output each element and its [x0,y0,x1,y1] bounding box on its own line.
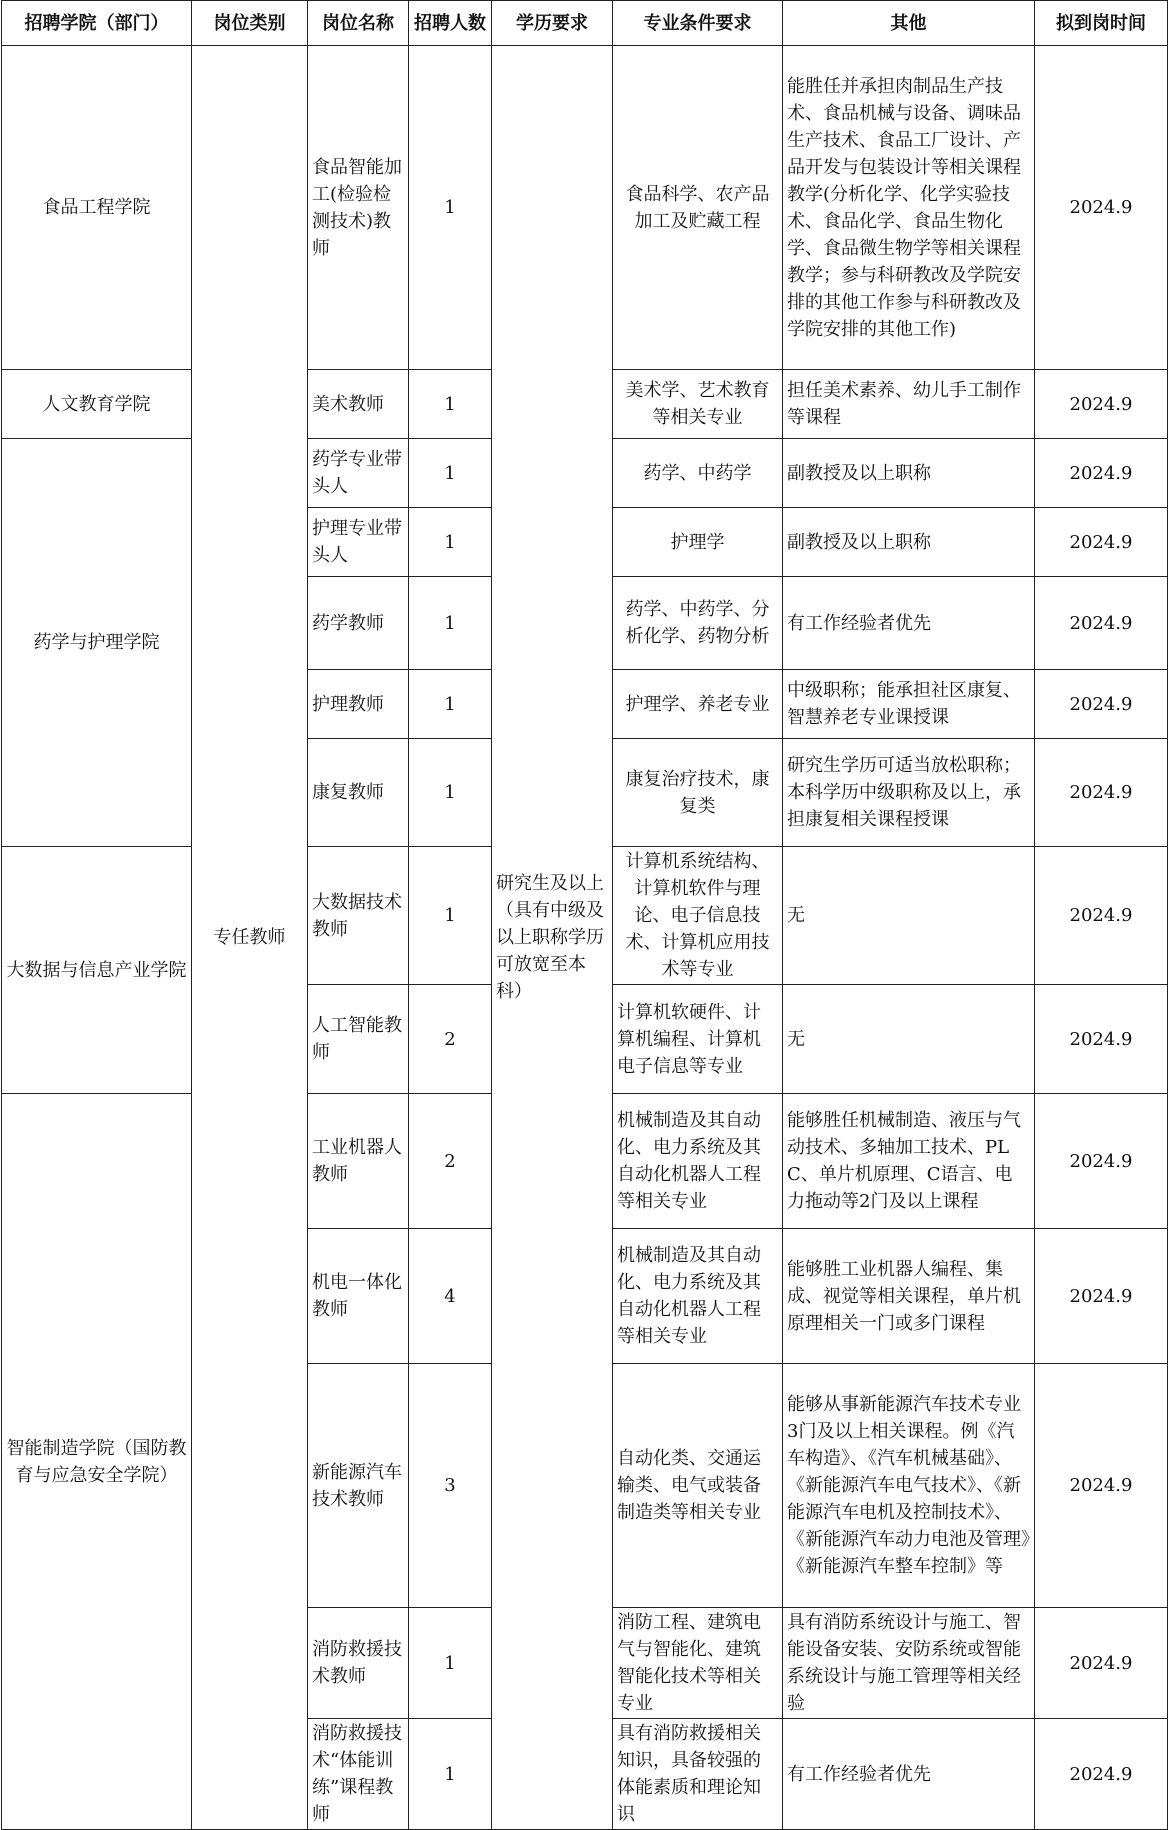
other-cell: 能胜任并承担肉制品生产技术、食品机械与设备、调味品生产技术、食品工厂设计、产品开发与包装设计等相关课程教学(分析化学、化学实验技术、食品化学、食品生物化学、食品微生物学等相关课程教学；参与科研教改及学院安排的其他工作参与科研教改及学院安排的其他工作) [783,46,1035,370]
count-cell: 1 [409,739,492,847]
major-cell: 药学、中药学、分析化学、药物分析 [613,577,783,670]
header-major: 专业条件要求 [613,1,783,46]
date-cell: 2024.9 [1035,985,1168,1094]
header-other: 其他 [783,1,1035,46]
count-cell: 3 [409,1364,492,1608]
post-name-cell: 护理教师 [308,670,409,739]
major-cell: 康复治疗技术，康复类 [613,739,783,847]
count-cell: 1 [409,370,492,439]
other-cell: 具有消防系统设计与施工、智能设备安装、安防系统或智能系统设计与施工管理等相关经验 [783,1608,1035,1719]
post-name-cell: 食品智能加工(检验检测技术)教师 [308,46,409,370]
date-cell: 2024.9 [1035,508,1168,577]
other-cell: 有工作经验者优先 [783,577,1035,670]
major-cell: 消防工程、建筑电气与智能化、建筑智能化技术等相关专业 [613,1608,783,1719]
other-cell: 能够胜工业机器人编程、集成、视觉等相关课程，单片机原理相关一门或多门课程 [783,1229,1035,1364]
post-name-cell: 药学专业带头人 [308,439,409,508]
post-name-cell: 消防救援技术“体能训练”课程教师 [308,1719,409,1830]
post-name-cell: 康复教师 [308,739,409,847]
count-cell: 1 [409,670,492,739]
other-cell: 研究生学历可适当放松职称；本科学历中级职称及以上，承担康复相关课程授课 [783,739,1035,847]
major-cell: 机械制造及其自动化、电力系统及其自动化机器人工程等相关专业 [613,1229,783,1364]
major-cell: 药学、中药学 [613,439,783,508]
college-cell: 药学与护理学院 [2,439,192,847]
date-cell: 2024.9 [1035,1608,1168,1719]
other-cell: 担任美术素养、幼儿手工制作等课程 [783,370,1035,439]
date-cell: 2024.9 [1035,1229,1168,1364]
date-cell: 2024.9 [1035,847,1168,985]
date-cell: 2024.9 [1035,577,1168,670]
count-cell: 1 [409,1719,492,1830]
date-cell: 2024.9 [1035,46,1168,370]
major-cell: 美术学、艺术教育等相关专业 [613,370,783,439]
count-cell: 4 [409,1229,492,1364]
college-cell: 人文教育学院 [2,370,192,439]
other-cell: 无 [783,985,1035,1094]
other-cell: 有工作经验者优先 [783,1719,1035,1830]
header-post-type: 岗位类别 [192,1,308,46]
major-cell: 护理学 [613,508,783,577]
post-name-cell: 护理专业带头人 [308,508,409,577]
post-type-cell: 专任教师 [192,46,308,1830]
major-cell: 自动化类、交通运输类、电气或装备制造类等相关专业 [613,1364,783,1608]
header-post-name: 岗位名称 [308,1,409,46]
major-cell: 食品科学、农产品加工及贮藏工程 [613,46,783,370]
date-cell: 2024.9 [1035,1719,1168,1830]
major-cell: 具有消防救援相关知识，具备较强的体能素质和理论知识 [613,1719,783,1830]
other-cell: 能够从事新能源汽车技术专业3门及以上相关课程。例《汽车构造》、《汽车机械基础》、《新能源汽车电气技术》、《新能源汽车电机及控制技术》、《新能源汽车动力电池及管理》《新能源汽车整车控制》等 [783,1364,1035,1608]
other-cell: 中级职称；能承担社区康复、智慧养老专业课授课 [783,670,1035,739]
post-name-cell: 新能源汽车技术教师 [308,1364,409,1608]
post-name-cell: 工业机器人教师 [308,1094,409,1229]
count-cell: 1 [409,439,492,508]
recruitment-table [1,0,1168,1830]
count-cell: 1 [409,577,492,670]
post-name-cell: 消防救援技术教师 [308,1608,409,1719]
other-cell: 能够胜任机械制造、液压与气动技术、多轴加工技术、PLC、单片机原理、C语言、电力拖动等2门及以上课程 [783,1094,1035,1229]
count-cell: 1 [409,1608,492,1719]
date-cell: 2024.9 [1035,439,1168,508]
count-cell: 2 [409,1094,492,1229]
major-cell: 计算机系统结构、计算机软件与理论、电子信息技术、计算机应用技术等专业 [613,847,783,985]
date-cell: 2024.9 [1035,670,1168,739]
post-name-cell: 机电一体化教师 [308,1229,409,1364]
date-cell: 2024.9 [1035,739,1168,847]
count-cell: 2 [409,985,492,1094]
header-education: 学历要求 [492,1,613,46]
post-name-cell: 美术教师 [308,370,409,439]
major-cell: 护理学、养老专业 [613,670,783,739]
count-cell: 1 [409,847,492,985]
other-cell: 副教授及以上职称 [783,439,1035,508]
header-college: 招聘学院（部门） [2,1,192,46]
college-cell: 食品工程学院 [2,46,192,370]
other-cell: 无 [783,847,1035,985]
table-row [2,46,1168,370]
major-cell: 机械制造及其自动化、电力系统及其自动化机器人工程等相关专业 [613,1094,783,1229]
post-name-cell: 大数据技术教师 [308,847,409,985]
date-cell: 2024.9 [1035,1094,1168,1229]
count-cell: 1 [409,46,492,370]
post-name-cell: 药学教师 [308,577,409,670]
header-row [2,1,1168,46]
other-cell: 副教授及以上职称 [783,508,1035,577]
count-cell: 1 [409,508,492,577]
date-cell: 2024.9 [1035,370,1168,439]
college-cell: 智能制造学院（国防教育与应急安全学院） [2,1094,192,1830]
header-date: 拟到岗时间 [1035,1,1168,46]
post-name-cell: 人工智能教师 [308,985,409,1094]
header-count: 招聘人数 [409,1,492,46]
college-cell: 大数据与信息产业学院 [2,847,192,1094]
date-cell: 2024.9 [1035,1364,1168,1608]
major-cell: 计算机软硬件、计算机编程、计算机电子信息等专业 [613,985,783,1094]
education-cell: 研究生及以上（具有中级及以上职称学历可放宽至本科） [492,46,613,1830]
